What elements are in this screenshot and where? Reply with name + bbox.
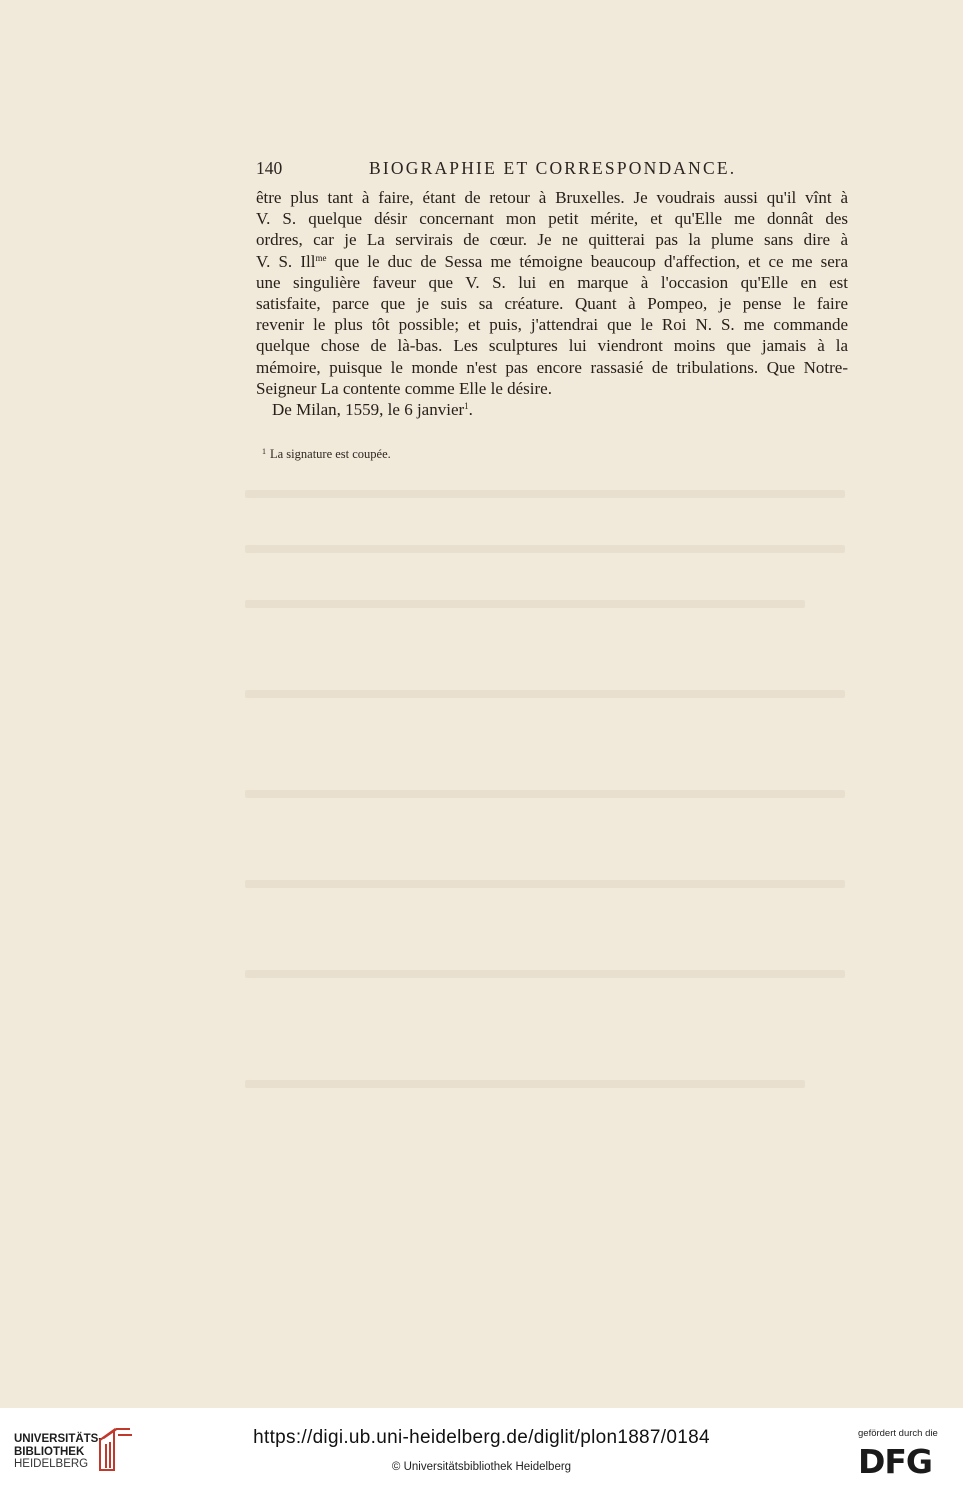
text-line: V. S. quelque désir concernant mon petit mérite, et qu'Elle me donnât des [256,209,848,229]
text-line: être plus tant à faire, étant de retour à Bruxelles. Je voudrais aussi qu'il vînt à [256,188,848,207]
text-line: ordres, car je La servirais de cœur. Je ne quitterai pas la plume sans dire à [256,230,848,250]
bleed-through [245,600,805,608]
footnote [262,447,391,462]
bleed-through [245,790,845,798]
bleed-through [245,545,845,553]
text-line [256,251,848,272]
text-fragment: V. S. Ill [256,251,316,271]
permalink-url[interactable]: https://digi.ub.uni-heidelberg.de/diglit/plon1887/0184 [253,1427,710,1448]
text-line: satisfaite, parce que je suis sa créature. Quant à Pompeo, je pense le faire [256,293,848,313]
library-line: UNIVERSITÄTS- [14,1433,103,1445]
bleed-through [245,1080,805,1088]
bleed-through [245,880,845,888]
page-number: 140 [256,158,283,178]
footer-bar [0,1408,963,1487]
running-title: BIOGRAPHIE ET CORRESPONDANCE. [369,158,737,178]
bleed-through [245,490,845,498]
footnote-marker: 1 [262,447,266,456]
text-line: revenir le plus tôt possible; et puis, j'attendrai que le Roi N. S. me commande [256,315,848,335]
text-fragment: que le duc de Sessa me témoigne beaucoup d'affection, et ce me sera [326,251,848,271]
superscript: me [315,252,327,263]
text-line: Seigneur La contente comme Elle le désire. [256,378,552,398]
bleed-through [245,690,845,698]
date-line [256,399,848,420]
text-line: quelque chose de là-bas. Les sculptures lui viendront moins que jamais à la [256,336,848,356]
bleed-through [245,970,845,978]
date-text: De Milan, 1559, le 6 janvier [272,399,465,419]
dfg-logo[interactable]: DFG [858,1442,933,1481]
library-line: BIBLIOTHEK [14,1445,85,1458]
text-line: une singulière faveur que V. S. lui en marque à l'occasion qu'Elle en est [256,272,848,292]
footnote-reference: 1 [464,400,469,411]
letter-text [256,187,848,420]
dfg-label: gefördert durch die [858,1428,938,1439]
footnote-text: La signature est coupée. [270,447,391,461]
copyright-notice: © Universitätsbibliothek Heidelberg [391,1461,572,1473]
library-line: HEIDELBERG [14,1458,89,1470]
text-line: mémoire, puisque le monde n'est pas encore rassasié de tribulations. Que Notre- [256,357,848,377]
date-end: . [468,399,473,419]
